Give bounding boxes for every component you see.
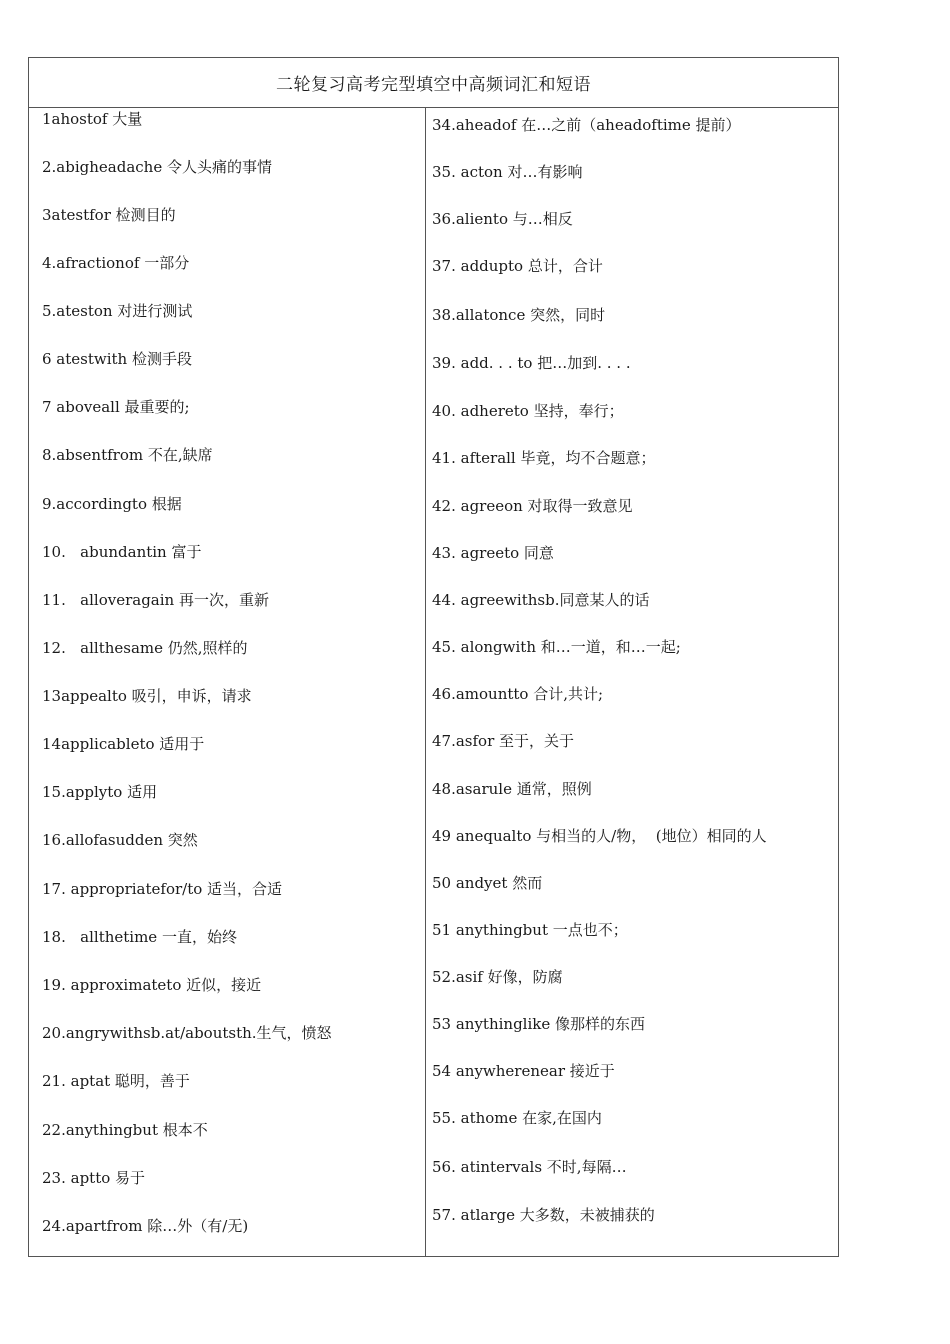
- vocab-entry: 10. abundantin 富于: [42, 543, 202, 561]
- vocab-entry: 49 anequalto 与相当的人/物， (地位）相同的人: [432, 827, 767, 845]
- vocab-entry: 14applicableto 适用于: [42, 735, 205, 753]
- vocab-entry: 51 anythingbut 一点也不；: [432, 921, 628, 939]
- vocab-entry: 36.aliento 与…相反: [432, 210, 573, 228]
- vocab-entry: 20.angrywithsb.at/aboutsth.生气，愤怒: [42, 1024, 332, 1042]
- vocab-entry: 22.anythingbut 根本不: [42, 1121, 208, 1139]
- vocab-entry: 38.allatonce 突然，同时: [432, 306, 606, 324]
- vocab-entry: 57. atlarge 大多数，未被捕获的: [432, 1206, 655, 1224]
- vocab-entry: 16.allofasudden 突然: [42, 831, 198, 849]
- vocab-entry: 19. approximateto 近似，接近: [42, 976, 262, 994]
- vocab-entry: 46.amountto 合计,共计;: [432, 685, 604, 703]
- vocab-entry: 40. adhereto 坚持，奉行；: [432, 402, 624, 420]
- vocab-entry: 55. athome 在家,在国内: [432, 1109, 602, 1127]
- vocab-entry: 53 anythinglike 像那样的东西: [432, 1015, 646, 1033]
- left-column: [29, 108, 426, 1256]
- vocab-entry: 5.ateston 对进行测试: [42, 302, 193, 320]
- vocab-entry: 15.applyto 适用: [42, 783, 158, 801]
- table-body: [29, 108, 838, 1256]
- vocab-entry: 42. agreeon 对取得一致意见: [432, 497, 633, 515]
- table-title: 二轮复习高考完型填空中高频词汇和短语: [29, 58, 838, 108]
- vocab-entry: 17. appropriatefor/to 适当，合适: [42, 880, 283, 898]
- vocab-entry: 12. allthesame 仍然,照样的: [42, 639, 248, 657]
- vocab-entry: 7 aboveall 最重要的;: [42, 398, 190, 416]
- vocab-entry: 34.aheadof 在…之前（aheadoftime 提前）: [432, 116, 741, 134]
- vocab-entry: 23. aptto 易于: [42, 1169, 146, 1187]
- vocab-entry: 47.asfor 至于，关于: [432, 732, 575, 750]
- vocab-entry: 6 atestwith 检测手段: [42, 350, 192, 368]
- vocab-entry: 24.apartfrom 除…外（有/无): [42, 1217, 249, 1235]
- vocab-entry: 9.accordingto 根据: [42, 495, 182, 513]
- vocab-entry: 50 andyet 然而: [432, 874, 543, 892]
- vocab-entry: 45. alongwith 和…一道，和…一起;: [432, 638, 681, 656]
- vocab-entry: 2.abigheadache 令人头痛的事情: [42, 158, 272, 176]
- vocab-entry: 8.absentfrom 不在,缺席: [42, 446, 213, 464]
- vocab-entry: 21. aptat 聪明，善于: [42, 1072, 190, 1090]
- vocab-entry: 56. atintervals 不时,每隔…: [432, 1158, 627, 1176]
- vocab-entry: 3atestfor 检测目的: [42, 206, 176, 224]
- vocab-entry: 48.asarule 通常，照例: [432, 780, 592, 798]
- vocab-entry: 37. addupto 总计，合计: [432, 257, 603, 275]
- vocab-entry: 13appealto 吸引，申诉，请求: [42, 687, 252, 705]
- vocab-entry: 52.asif 好像，防腐: [432, 968, 563, 986]
- vocab-entry: 41. afterall 毕竟，均不合题意；: [432, 449, 656, 467]
- vocab-entry: 35. acton 对…有影响: [432, 163, 583, 181]
- vocab-table: [28, 57, 839, 1257]
- vocab-entry: 1ahostof 大量: [42, 110, 143, 128]
- vocab-entry: 43. agreeto 同意: [432, 544, 554, 562]
- vocab-entry: 11. alloveragain 再一次，重新: [42, 591, 269, 609]
- right-column: [426, 108, 838, 1256]
- vocab-entry: 39. add. . . to 把…加到. . . .: [432, 354, 631, 372]
- vocab-entry: 54 anywherenear 接近于: [432, 1062, 615, 1080]
- vocab-entry: 4.afractionof 一部分: [42, 254, 190, 272]
- vocab-entry: 18. allthetime 一直，始终: [42, 928, 237, 946]
- vocab-entry: 44. agreewithsb.同意某人的话: [432, 591, 650, 609]
